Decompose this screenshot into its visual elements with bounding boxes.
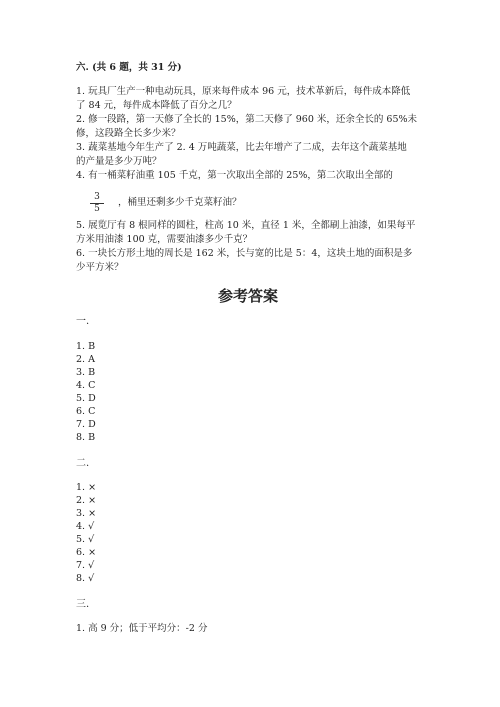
answer-item: 8. √	[76, 573, 95, 584]
section-heading: 六. (共 6 题，共 31 分)	[76, 62, 182, 73]
fraction-numerator: 3	[90, 192, 104, 204]
question-6-line-1: 6. 一块长方形土地的周长是 162 米，长与宽的比是 5：4，这块土地的面积是多	[76, 248, 413, 259]
question-4-line-1: 4. 有一桶菜籽油重 105 千克，第一次取出全部的 25%，第二次取出全部的	[76, 170, 393, 181]
answer-item: 2. A	[76, 354, 95, 365]
answer-item: 8. B	[76, 432, 96, 443]
answer-item: 5. D	[76, 393, 96, 404]
answer-item: 2. ×	[76, 495, 97, 506]
answer-item: 6. ×	[76, 547, 97, 558]
answer-item: 5. √	[76, 534, 95, 545]
answers-title: 参考答案	[218, 287, 279, 305]
question-5-line-2: 方米用油漆 100 克，需要油漆多少千克？	[76, 234, 253, 245]
answer-item: 3. B	[76, 367, 96, 378]
answers-part-2-heading: 二.	[76, 458, 90, 469]
question-1-line-2: 了 84 元，每件成本降低了百分之几？	[76, 100, 237, 111]
answer-item: 4. C	[76, 380, 96, 391]
question-3-line-2: 的产量是多少万吨？	[76, 156, 162, 167]
question-4-line-2: ，桶里还剩多少千克菜籽油？	[118, 197, 242, 208]
fraction	[90, 192, 104, 215]
question-1-line-1: 1. 玩具厂生产一种电动玩具，原来每件成本 96 元，技术革新后，每件成本降低	[76, 86, 411, 97]
answer-item: 3. ×	[76, 508, 97, 519]
question-3-line-1: 3. 蔬菜基地今年生产了 2. 4 万吨蔬菜，比去年增产了二成，去年这个蔬菜基地	[76, 142, 407, 153]
answers-part-1-heading: 一.	[76, 316, 90, 327]
answers-part-3-heading: 三.	[76, 599, 90, 610]
fraction-denominator: 5	[94, 204, 100, 214]
question-6-line-2: 少平方米？	[76, 262, 124, 273]
answer-item: 6. C	[76, 406, 96, 417]
answer-item: 1. ×	[76, 482, 97, 493]
answer-item: 4. √	[76, 521, 95, 532]
question-5-line-1: 5. 展览厅有 8 根同样的圆柱，柱高 10 米，直径 1 米，全都刷上油漆，如果每平	[76, 220, 416, 231]
answer-item: 7. √	[76, 560, 95, 571]
question-2-line-1: 2. 修一段路，第一天修了全长的 15%，第二天修了 960 米，还余全长的 65%未	[76, 114, 418, 125]
answer-item: 7. D	[76, 419, 96, 430]
answer-item: 1. 高 9 分；低于平均分：-2 分	[76, 623, 208, 634]
question-2-line-2: 修，这段路全长多少米？	[76, 128, 181, 139]
answer-item: 1. B	[76, 341, 96, 352]
